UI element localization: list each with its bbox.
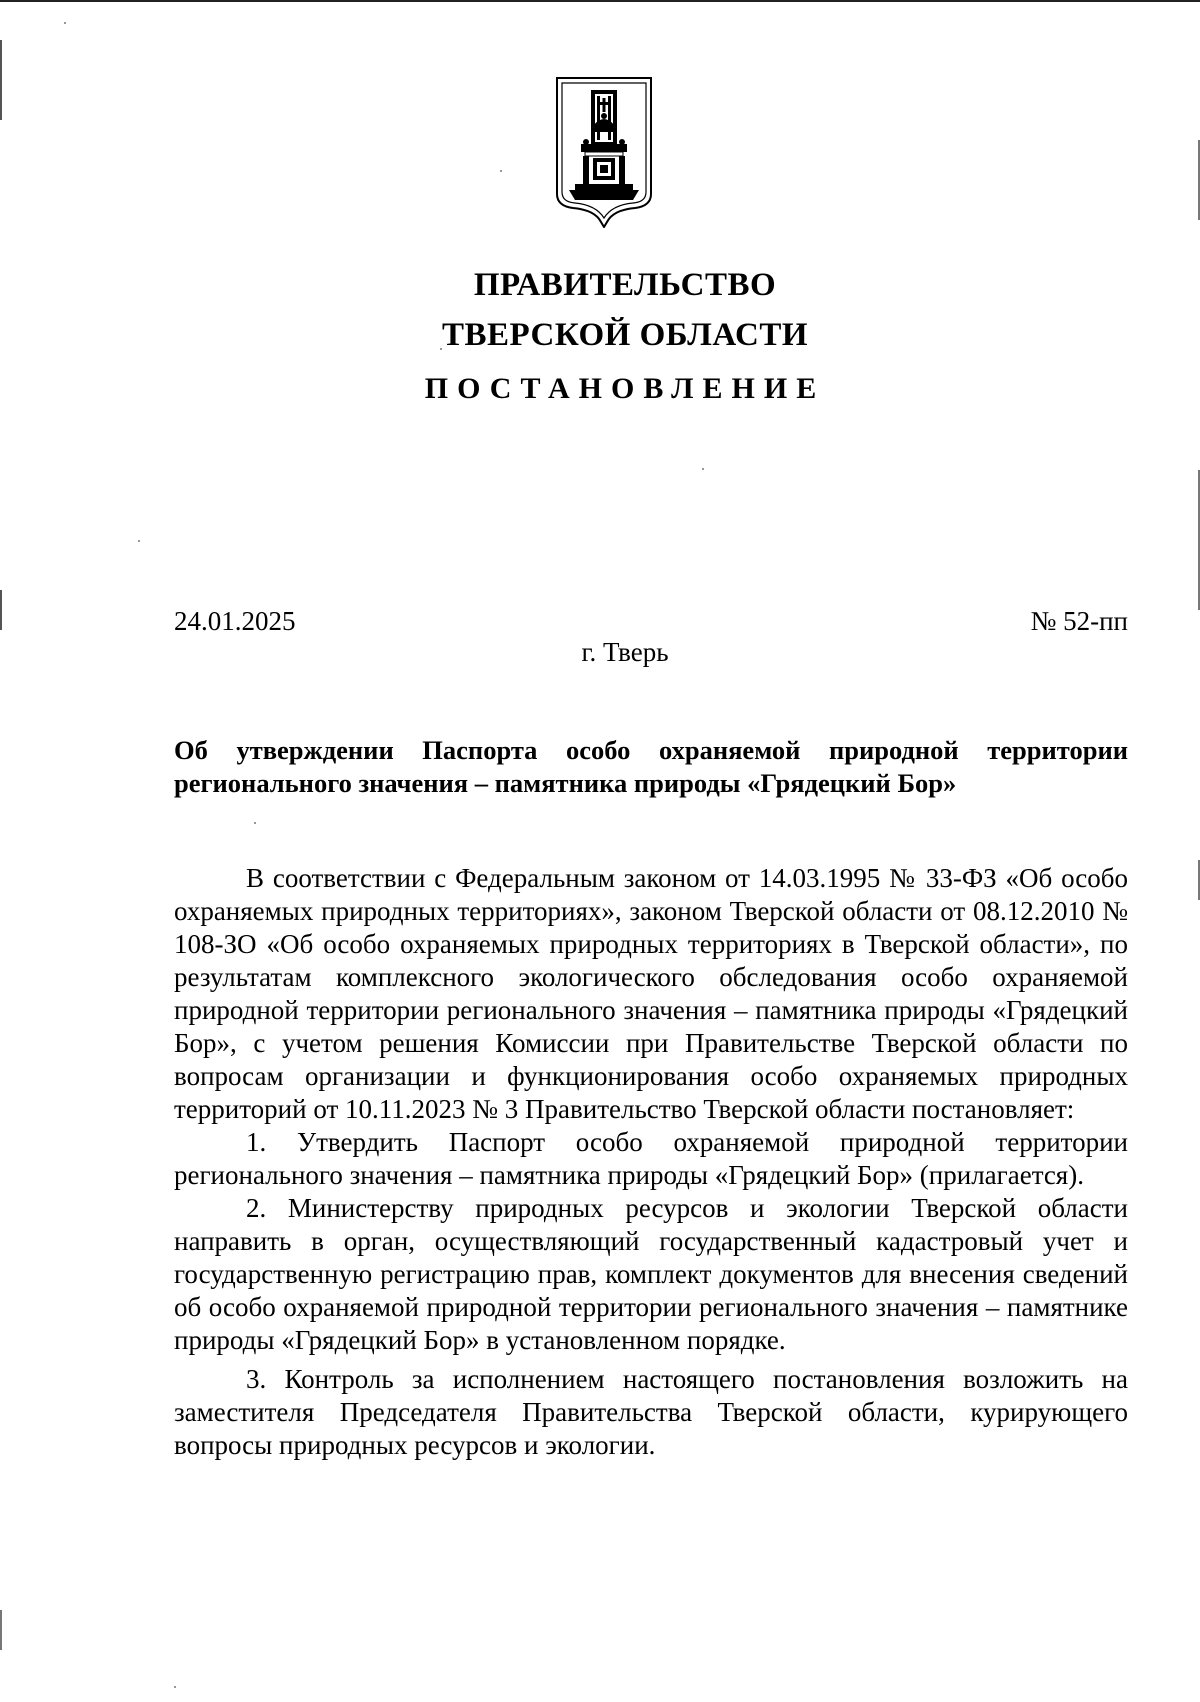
scan-speck: [174, 1686, 176, 1688]
resolution-item-2: 2. Министерству природных ресурсов и экологии Тверской области направить в орган, осуществляющий государственный кадастровый учет и государственную регистрацию прав, комплект документов для внесения сведений об особо охраняемой природной территории регионального значения – памятнике природы «Грядецкий Бор» в установленном порядке.: [174, 1193, 1128, 1355]
scan-top-edge: [0, 0, 1200, 2]
document-body: [174, 862, 1128, 1462]
document-heading: [174, 734, 1128, 800]
government-title-line2: ТВЕРСКОЙ ОБЛАСТИ: [441, 317, 809, 353]
document-number: № 52-пп: [1030, 606, 1128, 636]
scan-speck: [254, 822, 256, 824]
government-title: [0, 260, 1200, 360]
scan-speck: [500, 170, 502, 172]
resolution-item-3: 3. Контроль за исполнением настоящего постановления возложить на заместителя Председателя Правительства Тверской области, курирующего вопросы природных ресурсов и экологии.: [174, 1364, 1128, 1460]
resolution-item-1: 1. Утвердить Паспорт особо охраняемой природной территории регионального значения – памятника природы «Грядецкий Бор» (прилагается).: [174, 1127, 1128, 1190]
scan-left-edge: [0, 1610, 2, 1650]
scan-speck: [138, 540, 140, 542]
preamble-paragraph: В соответствии с Федеральным законом от 14.03.1995 № 33-ФЗ «Об особо охраняемых природных территориях», законом Тверской области от 08.12.2010 № 108-ЗО «Об особо охраняемых природных территориях в Тверской области», по результатам комплексного экологического обследования особо охраняемой природной территории регионального значения – памятника природы «Грядецкий Бор», с учетом решения Комиссии при Правительстве Тверской области по вопросам организации и функционирования особо охраняемых природных территорий от 10.11.2023 № 3 Правительство Тверской области постановляет:: [174, 863, 1128, 1124]
scan-left-edge: [0, 590, 2, 630]
document-date: 24.01.2025: [174, 606, 296, 636]
document-type: ПОСТАНОВЛЕНИЕ: [424, 372, 826, 405]
document-heading-line1: Об утверждении Паспорта особо охраняемой природной территории: [174, 735, 1128, 765]
document-heading-line2: регионального значения – памятника природы «Грядецкий Бор»: [174, 768, 957, 798]
scan-speck: [702, 468, 704, 470]
scan-speck: [64, 22, 66, 24]
government-title-line1: ПРАВИТЕЛЬСТВО: [473, 267, 777, 303]
scan-left-edge: [0, 40, 2, 120]
tver-coat-of-arms-icon: [555, 76, 653, 228]
document-city: г. Тверь: [581, 637, 669, 667]
